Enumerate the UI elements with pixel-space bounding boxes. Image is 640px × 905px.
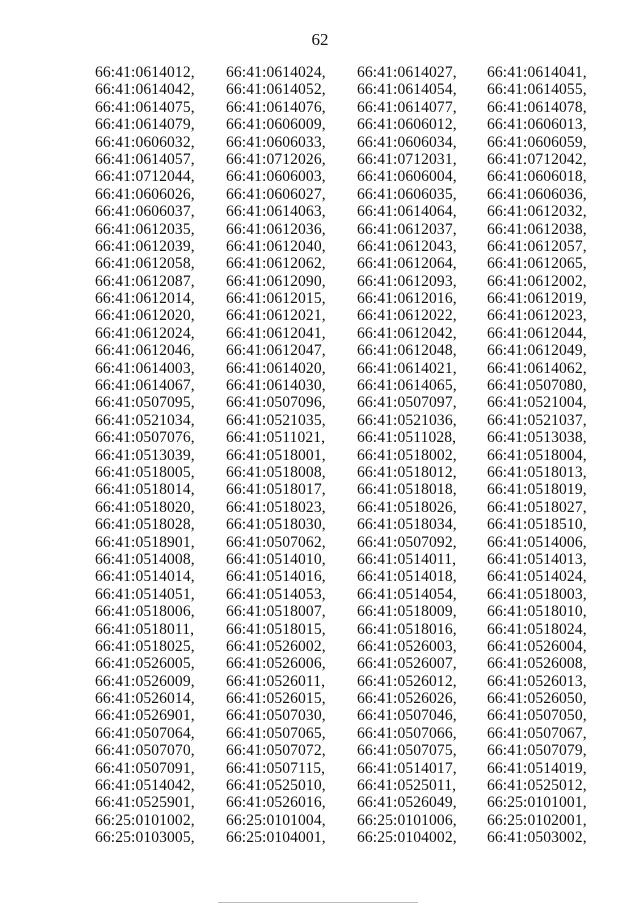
cadastral-number: 66:41:0612043, [357, 237, 457, 255]
cadastral-number: 66:25:0104002, [357, 829, 457, 847]
cadastral-number: 66:41:0614078, [487, 98, 587, 116]
cadastral-number: 66:41:0614024, [226, 64, 326, 81]
cadastral-number: 66:41:0612035, [95, 220, 195, 238]
cadastral-number: 66:41:0606026, [95, 185, 195, 203]
cadastral-number: 66:41:0612020, [95, 307, 195, 325]
cadastral-number: 66:41:0526005, [95, 655, 195, 673]
cadastral-number: 66:41:0612093, [357, 272, 457, 290]
cadastral-number: 66:41:0518024, [487, 620, 587, 638]
cadastral-number: 66:41:0507065, [226, 724, 326, 742]
cadastral-number: 66:41:0612057, [487, 237, 587, 255]
cadastral-number: 66:41:0521037, [487, 411, 587, 429]
cadastral-number: 66:41:0526011, [226, 672, 326, 690]
cadastral-number: 66:25:0101004, [226, 811, 326, 829]
cadastral-number: 66:41:0612065, [487, 255, 587, 273]
cadastral-number: 66:41:0518019, [487, 481, 587, 499]
cadastral-number: 66:41:0511028, [357, 429, 457, 447]
cadastral-number: 66:41:0525011, [357, 777, 457, 795]
cadastral-number: 66:41:0612036, [226, 220, 326, 238]
cadastral-number: 66:41:0612087, [95, 272, 195, 290]
cadastral-number: 66:41:0507080, [487, 377, 587, 395]
cadastral-number: 66:41:0612042, [357, 324, 457, 342]
cadastral-number: 66:41:0606012, [357, 116, 457, 134]
cadastral-number: 66:41:0712044, [95, 168, 195, 186]
cadastral-code-grid [95, 64, 615, 847]
cadastral-number: 66:41:0614055, [487, 81, 587, 99]
cadastral-number: 66:41:0518025, [95, 637, 195, 655]
cadastral-number: 66:41:0612023, [487, 307, 587, 325]
cadastral-number: 66:41:0518006, [95, 603, 195, 621]
cadastral-number: 66:41:0614003, [95, 359, 195, 377]
cadastral-number: 66:41:0712042, [487, 150, 587, 168]
cadastral-number: 66:41:0518015, [226, 620, 326, 638]
cadastral-number: 66:41:0507091, [95, 759, 195, 777]
cadastral-number: 66:41:0614027, [357, 64, 457, 81]
cadastral-number: 66:41:0507050, [487, 707, 587, 725]
cadastral-number: 66:41:0614063, [226, 203, 326, 221]
cadastral-number: 66:41:0526003, [357, 637, 457, 655]
cadastral-number: 66:41:0518004, [487, 446, 587, 464]
cadastral-number: 66:41:0514013, [487, 550, 587, 568]
cadastral-number: 66:41:0518011, [95, 620, 195, 638]
cadastral-number: 66:41:0514042, [95, 777, 195, 795]
cadastral-number: 66:41:0518012, [357, 463, 457, 481]
cadastral-number: 66:41:0614077, [357, 98, 457, 116]
cadastral-number: 66:41:0514024, [487, 568, 587, 586]
cadastral-number: 66:25:0104001, [226, 829, 326, 847]
cadastral-number: 66:41:0612014, [95, 290, 195, 308]
cadastral-number: 66:41:0507046, [357, 707, 457, 725]
cadastral-number: 66:41:0526012, [357, 672, 457, 690]
cadastral-number: 66:41:0507075, [357, 742, 457, 760]
cadastral-number: 66:41:0526013, [487, 672, 587, 690]
cadastral-number: 66:41:0518008, [226, 463, 326, 481]
cadastral-number: 66:41:0526009, [95, 672, 195, 690]
cadastral-number: 66:41:0507097, [357, 394, 457, 412]
footer-rule [218, 902, 418, 903]
cadastral-number: 66:41:0518002, [357, 446, 457, 464]
cadastral-number: 66:41:0518034, [357, 516, 457, 534]
cadastral-number: 66:41:0606018, [487, 168, 587, 186]
cadastral-number: 66:41:0606034, [357, 133, 457, 151]
cadastral-number: 66:41:0712031, [357, 150, 457, 168]
cadastral-number: 66:41:0606035, [357, 185, 457, 203]
cadastral-number: 66:25:0102001, [487, 811, 587, 829]
cadastral-number: 66:41:0606033, [226, 133, 326, 151]
cadastral-number: 66:41:0606027, [226, 185, 326, 203]
cadastral-number: 66:41:0507092, [357, 533, 457, 551]
cadastral-number: 66:41:0514006, [487, 533, 587, 551]
cadastral-number: 66:41:0518018, [357, 481, 457, 499]
cadastral-number: 66:41:0526008, [487, 655, 587, 673]
cadastral-number: 66:41:0507064, [95, 724, 195, 742]
cadastral-number: 66:41:0518014, [95, 481, 195, 499]
cadastral-number: 66:41:0525010, [226, 777, 326, 795]
cadastral-number: 66:41:0518009, [357, 603, 457, 621]
cadastral-number: 66:41:0518013, [487, 463, 587, 481]
cadastral-number: 66:41:0614052, [226, 81, 326, 99]
cadastral-number: 66:41:0526016, [226, 794, 326, 812]
cadastral-number: 66:41:0526006, [226, 655, 326, 673]
cadastral-number: 66:41:0525901, [95, 794, 195, 812]
cadastral-number: 66:41:0507070, [95, 742, 195, 760]
cadastral-number: 66:41:0518030, [226, 516, 326, 534]
cadastral-number: 66:41:0518010, [487, 603, 587, 621]
cadastral-number: 66:41:0514051, [95, 585, 195, 603]
cadastral-number: 66:41:0612019, [487, 290, 587, 308]
cadastral-number: 66:41:0612024, [95, 324, 195, 342]
cadastral-number: 66:41:0514014, [95, 568, 195, 586]
cadastral-number: 66:41:0612038, [487, 220, 587, 238]
cadastral-number: 66:41:0518026, [357, 498, 457, 516]
cadastral-number: 66:41:0518027, [487, 498, 587, 516]
cadastral-number: 66:41:0514010, [226, 550, 326, 568]
cadastral-number: 66:41:0612016, [357, 290, 457, 308]
cadastral-number: 66:41:0521036, [357, 411, 457, 429]
cadastral-number: 66:41:0612041, [226, 324, 326, 342]
cadastral-number: 66:41:0614062, [487, 359, 587, 377]
cadastral-number: 66:41:0526015, [226, 690, 326, 708]
cadastral-number: 66:41:0518016, [357, 620, 457, 638]
cadastral-number: 66:41:0614079, [95, 116, 195, 134]
cadastral-number: 66:25:0101006, [357, 811, 457, 829]
cadastral-number: 66:41:0614057, [95, 150, 195, 168]
cadastral-number: 66:41:0521035, [226, 411, 326, 429]
cadastral-number: 66:41:0614065, [357, 377, 457, 395]
cadastral-number: 66:41:0612062, [226, 255, 326, 273]
cadastral-number: 66:41:0612032, [487, 203, 587, 221]
cadastral-number: 66:41:0526050, [487, 690, 587, 708]
cadastral-number: 66:41:0514017, [357, 759, 457, 777]
cadastral-number: 66:41:0507072, [226, 742, 326, 760]
cadastral-number: 66:41:0514011, [357, 550, 457, 568]
cadastral-number: 66:41:0614030, [226, 377, 326, 395]
cadastral-number: 66:41:0612048, [357, 342, 457, 360]
cadastral-number: 66:41:0507115, [226, 759, 326, 777]
cadastral-number: 66:25:0101001, [487, 794, 587, 812]
cadastral-number: 66:41:0526002, [226, 637, 326, 655]
cadastral-number: 66:41:0606036, [487, 185, 587, 203]
cadastral-number: 66:41:0614020, [226, 359, 326, 377]
cadastral-number: 66:41:0507076, [95, 429, 195, 447]
cadastral-number: 66:41:0614067, [95, 377, 195, 395]
cadastral-number: 66:41:0612039, [95, 237, 195, 255]
cadastral-number: 66:41:0612058, [95, 255, 195, 273]
cadastral-number: 66:25:0103005, [95, 829, 195, 847]
cadastral-number: 66:41:0507067, [487, 724, 587, 742]
cadastral-number: 66:41:0518003, [487, 585, 587, 603]
cadastral-number: 66:41:0612021, [226, 307, 326, 325]
cadastral-number: 66:41:0507095, [95, 394, 195, 412]
cadastral-number: 66:41:0614021, [357, 359, 457, 377]
cadastral-number: 66:41:0514019, [487, 759, 587, 777]
cadastral-number: 66:41:0507096, [226, 394, 326, 412]
cadastral-number: 66:41:0612046, [95, 342, 195, 360]
cadastral-number: 66:41:0614075, [95, 98, 195, 116]
cadastral-number: 66:41:0612047, [226, 342, 326, 360]
cadastral-number: 66:41:0614042, [95, 81, 195, 99]
cadastral-number: 66:41:0518023, [226, 498, 326, 516]
cadastral-number: 66:41:0712026, [226, 150, 326, 168]
cadastral-number: 66:41:0507030, [226, 707, 326, 725]
cadastral-number: 66:41:0518017, [226, 481, 326, 499]
cadastral-number: 66:41:0514018, [357, 568, 457, 586]
cadastral-number: 66:41:0606013, [487, 116, 587, 134]
cadastral-number: 66:41:0606037, [95, 203, 195, 221]
cadastral-number: 66:41:0518028, [95, 516, 195, 534]
cadastral-number: 66:41:0518001, [226, 446, 326, 464]
cadastral-number: 66:41:0503002, [487, 829, 587, 847]
cadastral-number: 66:41:0521034, [95, 411, 195, 429]
cadastral-number: 66:41:0511021, [226, 429, 326, 447]
cadastral-number: 66:41:0521004, [487, 394, 587, 412]
cadastral-number: 66:41:0612015, [226, 290, 326, 308]
cadastral-number: 66:41:0614054, [357, 81, 457, 99]
cadastral-number: 66:41:0612040, [226, 237, 326, 255]
cadastral-number: 66:41:0526004, [487, 637, 587, 655]
cadastral-number: 66:41:0518020, [95, 498, 195, 516]
cadastral-number: 66:41:0518005, [95, 463, 195, 481]
cadastral-number: 66:41:0507062, [226, 533, 326, 551]
cadastral-number: 66:41:0614012, [95, 64, 195, 81]
cadastral-number: 66:41:0606003, [226, 168, 326, 186]
cadastral-number: 66:41:0525012, [487, 777, 587, 795]
cadastral-number: 66:41:0518901, [95, 533, 195, 551]
cadastral-number: 66:41:0514016, [226, 568, 326, 586]
cadastral-number: 66:41:0614076, [226, 98, 326, 116]
cadastral-number: 66:41:0606032, [95, 133, 195, 151]
cadastral-number: 66:25:0101002, [95, 811, 195, 829]
cadastral-number: 66:41:0518007, [226, 603, 326, 621]
cadastral-number: 66:41:0526049, [357, 794, 457, 812]
cadastral-number: 66:41:0612044, [487, 324, 587, 342]
cadastral-number: 66:41:0612037, [357, 220, 457, 238]
cadastral-number: 66:41:0606059, [487, 133, 587, 151]
cadastral-number: 66:41:0526901, [95, 707, 195, 725]
cadastral-number: 66:41:0514054, [357, 585, 457, 603]
cadastral-number: 66:41:0526014, [95, 690, 195, 708]
cadastral-number: 66:41:0612002, [487, 272, 587, 290]
cadastral-number: 66:41:0513039, [95, 446, 195, 464]
page-number: 62 [311, 30, 329, 49]
cadastral-number: 66:41:0526026, [357, 690, 457, 708]
cadastral-number: 66:41:0514053, [226, 585, 326, 603]
cadastral-number: 66:41:0614041, [487, 64, 587, 81]
cadastral-number: 66:41:0612064, [357, 255, 457, 273]
cadastral-number: 66:41:0507066, [357, 724, 457, 742]
cadastral-number: 66:41:0614064, [357, 203, 457, 221]
cadastral-number: 66:41:0518510, [487, 516, 587, 534]
cadastral-number: 66:41:0612049, [487, 342, 587, 360]
cadastral-number: 66:41:0513038, [487, 429, 587, 447]
cadastral-number: 66:41:0606004, [357, 168, 457, 186]
cadastral-number: 66:41:0606009, [226, 116, 326, 134]
cadastral-number: 66:41:0526007, [357, 655, 457, 673]
cadastral-number: 66:41:0514008, [95, 550, 195, 568]
cadastral-number: 66:41:0507079, [487, 742, 587, 760]
cadastral-number: 66:41:0612022, [357, 307, 457, 325]
cadastral-number: 66:41:0612090, [226, 272, 326, 290]
